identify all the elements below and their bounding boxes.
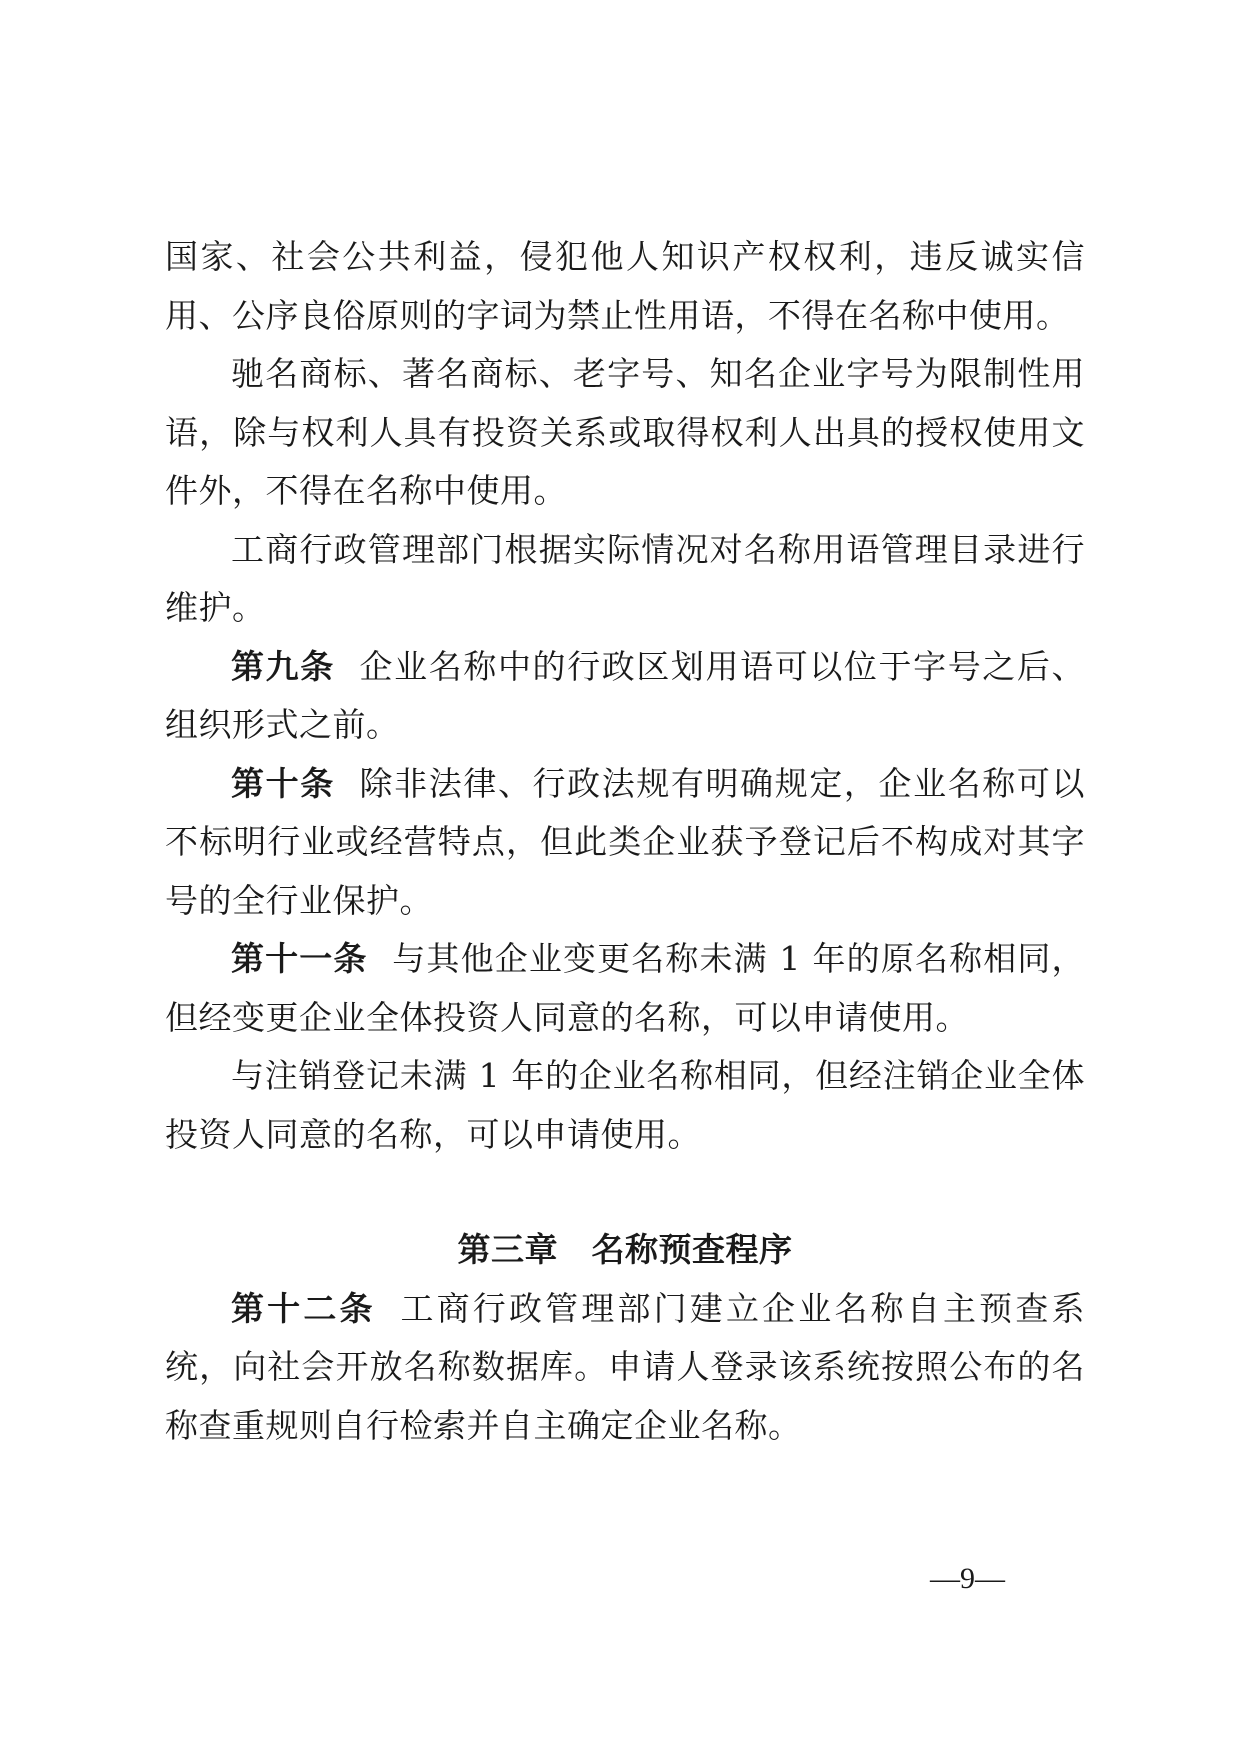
article-10-text: 除非法律、行政法规有明确规定，企业名称可以不标明行业或经营特点，但此类企业获予登记后不构成对其字号的全行业保护。 <box>165 763 1086 920</box>
article-12-number: 第十二条 <box>231 1288 376 1328</box>
article-9 <box>165 638 1085 755</box>
article-9-text: 企业名称中的行政区划用语可以位于字号之后、组织形式之前。 <box>165 646 1086 744</box>
paragraph-restricted-terms: 驰名商标、著名商标、老字号、知名企业字号为限制性用语，除与权利人具有投资关系或取得权利人出具的授权使用文件外，不得在名称中使用。 <box>165 354 1085 510</box>
article-10 <box>165 755 1085 931</box>
article-9-number: 第九条 <box>231 646 335 686</box>
article-11-paragraph-2: 与注销登记未满 1 年的企业名称相同，但经注销企业全体投资人同意的名称，可以申请使用。 <box>165 1056 1085 1154</box>
page-number: —9— <box>930 1562 1005 1595</box>
article-11-number: 第十一条 <box>231 939 368 978</box>
paragraph-catalog-maintenance: 工商行政管理部门根据实际情况对名称用语管理目录进行维护。 <box>165 529 1085 627</box>
document-body <box>165 228 1085 1455</box>
paragraph-continued: 国家、社会公共利益，侵犯他人知识产权权利，违反诚实信用、公序良俗原则的字词为禁止性用语，不得在名称中使用。 <box>165 237 1085 335</box>
article-10-number: 第十条 <box>231 763 335 803</box>
chapter-title: 第三章 名称预查程序 <box>457 1230 793 1269</box>
article-12 <box>165 1280 1085 1456</box>
article-12-text: 工商行政管理部门建立企业名称自主预查系统，向社会开放名称数据库。申请人登录该系统按照公布的名称查重规则自行检索并自主确定企业名称。 <box>165 1288 1086 1445</box>
article-11 <box>165 930 1085 1047</box>
article-11-text: 与其他企业变更名称未满 1 年的原名称相同，但经变更企业全体投资人同意的名称，可以申请使用。 <box>165 939 1085 1037</box>
